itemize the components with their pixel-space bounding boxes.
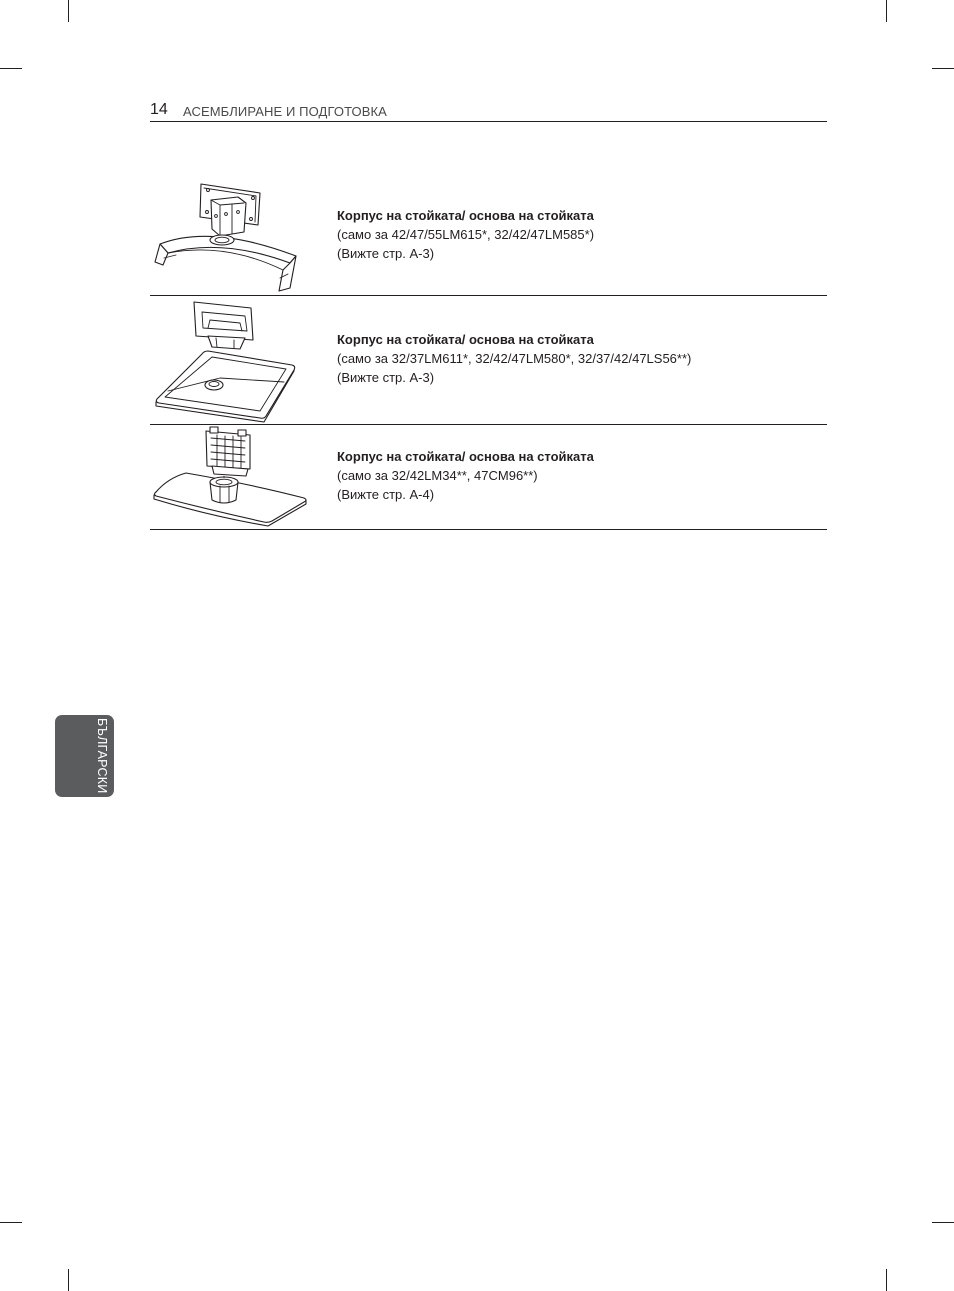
item-description-1 bbox=[337, 206, 594, 263]
crop-mark-top-left-horizontal bbox=[0, 68, 22, 69]
item-title: Корпус на стойката/ основа на стойката bbox=[337, 449, 594, 464]
header-rule bbox=[150, 121, 827, 122]
stand-base bbox=[156, 351, 295, 422]
item-models: (само за 32/42LM34**, 47CM96**) bbox=[337, 468, 538, 483]
item-title: Корпус на стойката/ основа на стойката bbox=[337, 208, 594, 223]
item-models: (само за 42/47/55LM615*, 32/42/47LM585*) bbox=[337, 227, 595, 242]
crop-mark-bottom-right-horizontal bbox=[932, 1222, 954, 1223]
stand-neck bbox=[210, 472, 238, 503]
language-side-tab bbox=[55, 715, 114, 797]
back-bracket bbox=[206, 427, 250, 476]
item-models: (само за 32/37LM611*, 32/42/47LM580*, 32/37/42/47LS56**) bbox=[337, 351, 692, 366]
crop-mark-bottom-right-vertical bbox=[886, 1269, 887, 1291]
stand-neck bbox=[210, 197, 246, 245]
row-separator bbox=[150, 424, 827, 425]
item-description-3 bbox=[337, 447, 594, 504]
section-title: АСЕМБЛИРАНЕ И ПОДГОТОВКА bbox=[183, 104, 387, 119]
row-separator bbox=[150, 529, 827, 530]
item-reference: (Вижте стр. A-4) bbox=[337, 487, 435, 502]
language-tab-label: БЪЛГАРСКИ bbox=[95, 718, 109, 794]
page-number: 14 bbox=[150, 101, 168, 118]
crop-mark-bottom-left-vertical bbox=[68, 1269, 69, 1291]
item-reference: (Вижте стр. A-3) bbox=[337, 370, 435, 385]
crop-mark-bottom-left-horizontal bbox=[0, 1222, 22, 1223]
crop-mark-top-right-vertical bbox=[886, 0, 887, 22]
item-description-2 bbox=[337, 330, 691, 387]
crop-mark-top-right-horizontal bbox=[932, 68, 954, 69]
back-bracket bbox=[194, 302, 253, 349]
item-title: Корпус на стойката/ основа на стойката bbox=[337, 332, 594, 347]
stand-illustration-1 bbox=[150, 178, 300, 294]
row-separator bbox=[150, 295, 827, 296]
crop-mark-top-left-vertical bbox=[68, 0, 69, 22]
stand-illustration-2 bbox=[150, 298, 300, 422]
stand-illustration-3 bbox=[150, 426, 310, 530]
item-reference: (Вижте стр. A-3) bbox=[337, 246, 435, 261]
